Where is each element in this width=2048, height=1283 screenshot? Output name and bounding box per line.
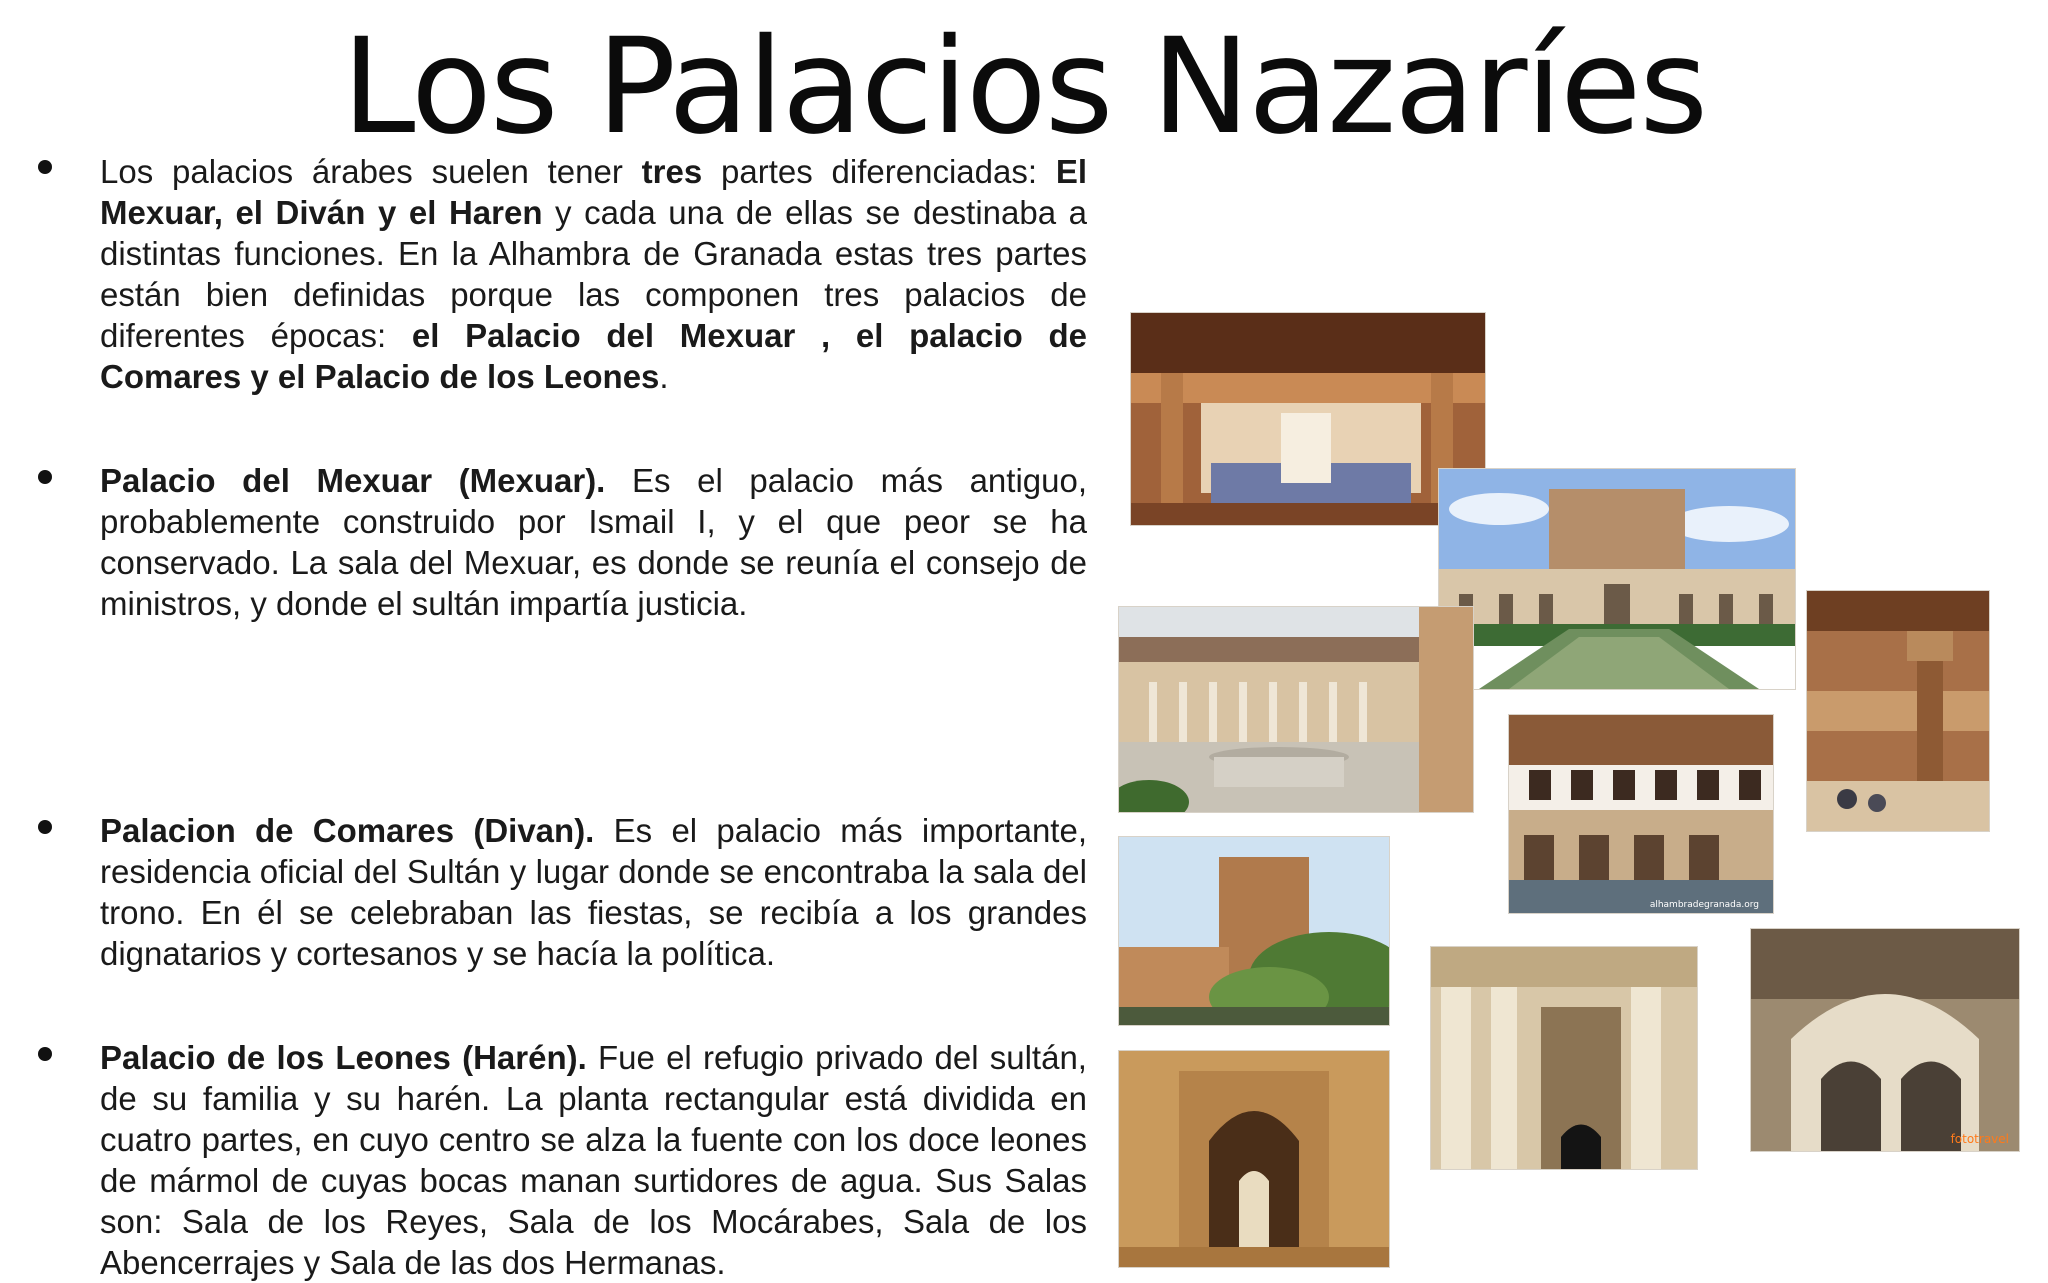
page-title: Los Palacios Nazaríes	[341, 10, 1707, 164]
bullet-mexuar	[100, 460, 1087, 624]
body-text: Fue el refugio privado del sultán, de su familia y su harén. La planta rectangular está dividida en cuatro partes, en cuyo centro se alza la fuente con los doce leones de mármol de cuyas bocas manan surtidores de agua. Sus Salas son: Sala de los Reyes, Sala de los Mocárabes, Sala de los Abencerrajes y Sala de las dos Hermanas.	[100, 1039, 1087, 1281]
photo-watermark: alhambradegranada.org	[1649, 900, 1759, 910]
bold-text: el Palacio del Mexuar , el palacio de Comares y el Palacio de los Leones	[100, 317, 1088, 395]
body-text: .	[659, 358, 669, 395]
body-text: partes diferenciadas:	[702, 153, 1056, 190]
bullet-marker	[38, 160, 52, 174]
lions-courtyard-photo	[1118, 606, 1474, 813]
bullet-marker	[38, 470, 52, 484]
mocarabes-arch-photo	[1750, 928, 2020, 1152]
bold-text: tres	[641, 153, 703, 190]
bullet-intro	[100, 151, 1087, 397]
body-text: Es el palacio más importante, residencia oficial del Sultán y lugar donde se encontraba la sala del trono. En él se celebraban las fiestas, se recibía a los grandes dignatarios y cortesanos y se hacía la política.	[100, 812, 1088, 972]
bold-text: Palacio de los Leones (Harén).	[100, 1039, 587, 1076]
doorway-photo	[1118, 1050, 1390, 1268]
bold-text: El Mexuar, el Diván y el Haren	[100, 153, 1087, 231]
arches-hall-photo	[1430, 946, 1698, 1170]
bullet-marker	[38, 820, 52, 834]
bullet-leones	[100, 1037, 1087, 1283]
bold-text: Palacio del Mexuar (Mexuar).	[100, 462, 606, 499]
comares-pool-photo	[1438, 468, 1796, 690]
columns-interior-photo	[1806, 590, 1990, 832]
bold-text: Palacion de Comares (Divan).	[100, 812, 595, 849]
body-text: Los palacios árabes suelen tener	[100, 153, 642, 190]
comares-tower-photo	[1118, 836, 1390, 1026]
bullet-marker	[38, 1047, 52, 1061]
mexuar-hall-photo	[1130, 312, 1486, 526]
bullet-comares	[100, 810, 1087, 974]
body-text: y cada una de ellas se destinaba a distintas funciones. En la Alhambra de Granada estas tres partes están bien definidas porque las componen tres palacios de diferentes épocas:	[100, 194, 1087, 354]
myrtles-arcade-photo	[1508, 714, 1774, 914]
body-text: Es el palacio más antiguo, probablemente construido por Ismail I, y el que peor se ha conservado. La sala del Mexuar, es donde se reunía el consejo de ministros, y donde el sultán impartía justicia.	[100, 462, 1088, 622]
photo-watermark: fototravel	[1950, 1132, 2009, 1146]
